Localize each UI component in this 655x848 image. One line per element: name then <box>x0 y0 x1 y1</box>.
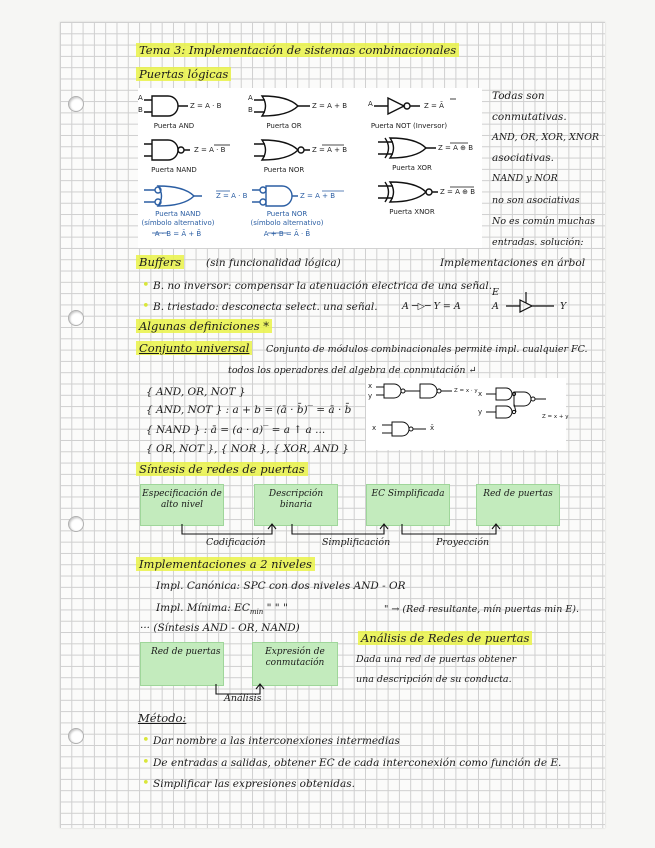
gate-expr: Z = A · B <box>190 102 222 110</box>
nand-circuits-figure <box>366 378 569 450</box>
logic-gates-figure <box>138 88 482 248</box>
binder-hole <box>68 728 84 744</box>
xnor-gate-icon <box>390 182 426 202</box>
universal-set: { NAND } : ā = (a · a)‾ = a ↑ a ... <box>146 424 326 436</box>
gate-expr: Z = A · B <box>194 146 226 154</box>
circuit-label: x̄ <box>430 424 435 432</box>
nand-gate-icon <box>152 140 178 160</box>
tri-label: Y <box>560 301 567 312</box>
tri-label: A <box>492 301 499 312</box>
gate-name: Puerta NAND <box>155 210 201 218</box>
method-item: • Simplificar las expresiones obtenidas. <box>142 776 355 791</box>
synthesis-box: Especificación de alto nivel <box>140 484 224 526</box>
synthesis-box: Red de puertas <box>476 484 560 526</box>
de-morgan-law: A · B = Ā + B̄ <box>154 230 202 238</box>
two-level-heading: Implementaciones a 2 niveles <box>136 558 315 571</box>
buffers-subtitle: (sin funcionalidad lógica) <box>206 257 341 269</box>
side-note: asociativas. <box>492 152 554 164</box>
universal-set: { AND, NOT } : a + b = (ā · b̄)‾ = ā · b̄ <box>146 404 352 416</box>
alt-nand-gate-icon <box>158 186 194 206</box>
input-label: A <box>248 94 253 102</box>
buffer-item: • B. no inversor: compensar la atenuación electrica de una señal. <box>142 278 493 293</box>
method-item: • Dar nombre a las interconexiones intermedias <box>142 733 400 748</box>
analysis-text: una descripción de su conducta. <box>356 674 512 685</box>
method-heading: Método: <box>138 711 187 725</box>
nor-gate-icon <box>262 140 298 160</box>
and-gate-icon <box>152 96 178 116</box>
gate-expr: Z = A ⊕ B <box>440 188 476 196</box>
circuit-label: y <box>478 408 483 416</box>
de-morgan-law: A + B = Ā · B̄ <box>263 230 311 238</box>
or-gate-icon <box>262 96 298 116</box>
universal-set: { OR, NOT }, { NOR }, { XOR, AND } <box>146 443 349 455</box>
gate-name: Puerta XNOR <box>389 208 435 216</box>
method-item: • De entradas a salidas, obtener EC de cada interconexión como función de E. <box>142 755 562 770</box>
universal-text: Conjunto de módulos combinacionales permite impl. cualquier FC. <box>266 344 588 355</box>
circuit-label: x <box>372 424 377 432</box>
gate-expr: Z = Ā <box>424 102 444 110</box>
side-note: no son asociativas <box>492 195 580 206</box>
gate-name: Puerta NOT (Inversor) <box>370 122 448 130</box>
synthesis-heading: Síntesis de redes de puertas <box>136 463 308 476</box>
side-note: AND, OR, XOR, XNOR <box>492 132 600 143</box>
synthesis-step: Codificación <box>206 537 266 548</box>
input-label: B <box>138 106 143 114</box>
gate-expr: Z = A + B <box>312 102 348 110</box>
gate-expr: Z = A + B <box>312 146 348 154</box>
tree-note: Implementaciones en árbol <box>440 257 586 269</box>
input-label: A <box>138 94 143 102</box>
minimal-impl: Impl. Mínima: $EC_{min}$ " " " <box>156 602 288 617</box>
analysis-text: Dada una red de puertas obtener <box>356 654 517 665</box>
side-note: No es común muchas <box>492 216 595 227</box>
analysis-box: Expresión de conmutación <box>252 642 338 686</box>
synthesis-step: Simplificación <box>322 537 391 548</box>
binder-hole <box>68 516 84 532</box>
page-title: Tema 3: Implementación de sistemas combinacionales <box>136 44 459 57</box>
synthesis-box: Descripción binaria <box>254 484 338 526</box>
analysis-heading: Análisis de Redes de puertas <box>358 632 532 645</box>
universal-heading: Conjunto universal <box>136 342 252 355</box>
gate-expr: Z = A + B <box>300 192 336 200</box>
buffer-expr: A ─▷─ Y = A <box>402 301 461 312</box>
circuit-label: y <box>368 392 373 400</box>
gate-name: Puerta NOR <box>263 166 305 174</box>
side-note: conmutativas. <box>492 111 567 123</box>
xor-gate-icon <box>390 138 426 158</box>
circuit-label: x <box>368 382 373 390</box>
universal-text: todos los operadores del algebra de conmutación ↵ <box>228 365 477 376</box>
side-note: entradas. solución: <box>492 237 584 248</box>
gate-name: Puerta NOR <box>266 210 308 218</box>
gate-name: Puerta NAND <box>151 166 197 174</box>
gate-name: Puerta XOR <box>392 164 432 172</box>
input-label: A <box>368 100 373 108</box>
definitions-heading: Algunas definiciones * <box>136 320 272 333</box>
input-label: B <box>248 106 253 114</box>
alt-nor-gate-icon <box>266 186 292 206</box>
side-note: Todas son <box>492 90 545 102</box>
buffer-item: • B. triestado: desconecta select. una señal. <box>142 299 378 314</box>
gate-name: Puerta AND <box>153 122 195 130</box>
circuit-label: Z = x · y <box>454 388 478 394</box>
circuit-label: x <box>478 390 483 398</box>
gate-sub: (símbolo alternativo) <box>250 219 324 227</box>
synthesis-box: EC Simplificada <box>366 484 450 526</box>
buffers-heading: Buffers <box>136 256 184 269</box>
gate-name: Puerta OR <box>266 122 302 130</box>
analysis-box: Red de puertas <box>140 642 224 686</box>
gates-heading: Puertas lógicas <box>136 68 231 81</box>
binder-hole <box>68 310 84 326</box>
not-gate-icon <box>388 98 404 114</box>
tri-label: E <box>492 287 499 298</box>
analysis-step: Análisis <box>224 693 262 704</box>
canonical-impl: Impl. Canónica: SPC con dos niveles AND - OR <box>156 580 406 592</box>
gate-sub: (símbolo alternativo) <box>141 219 215 227</box>
circuit-label: Z = x + y <box>542 414 569 420</box>
minimal-result: " → (Red resultante, mín puertas min E). <box>384 604 579 615</box>
binder-hole <box>68 96 84 112</box>
synthesis-step: Proyección <box>436 537 490 548</box>
universal-set: { AND, OR, NOT } <box>146 386 246 398</box>
side-note: NAND y NOR <box>492 173 558 184</box>
synthesis-note: ··· (Síntesis AND - OR, NAND) <box>140 622 300 634</box>
gate-expr: Z = A · B <box>216 192 248 200</box>
tristate-buffer-icon <box>498 288 568 316</box>
gate-expr: Z = A ⊕ B <box>438 144 474 152</box>
